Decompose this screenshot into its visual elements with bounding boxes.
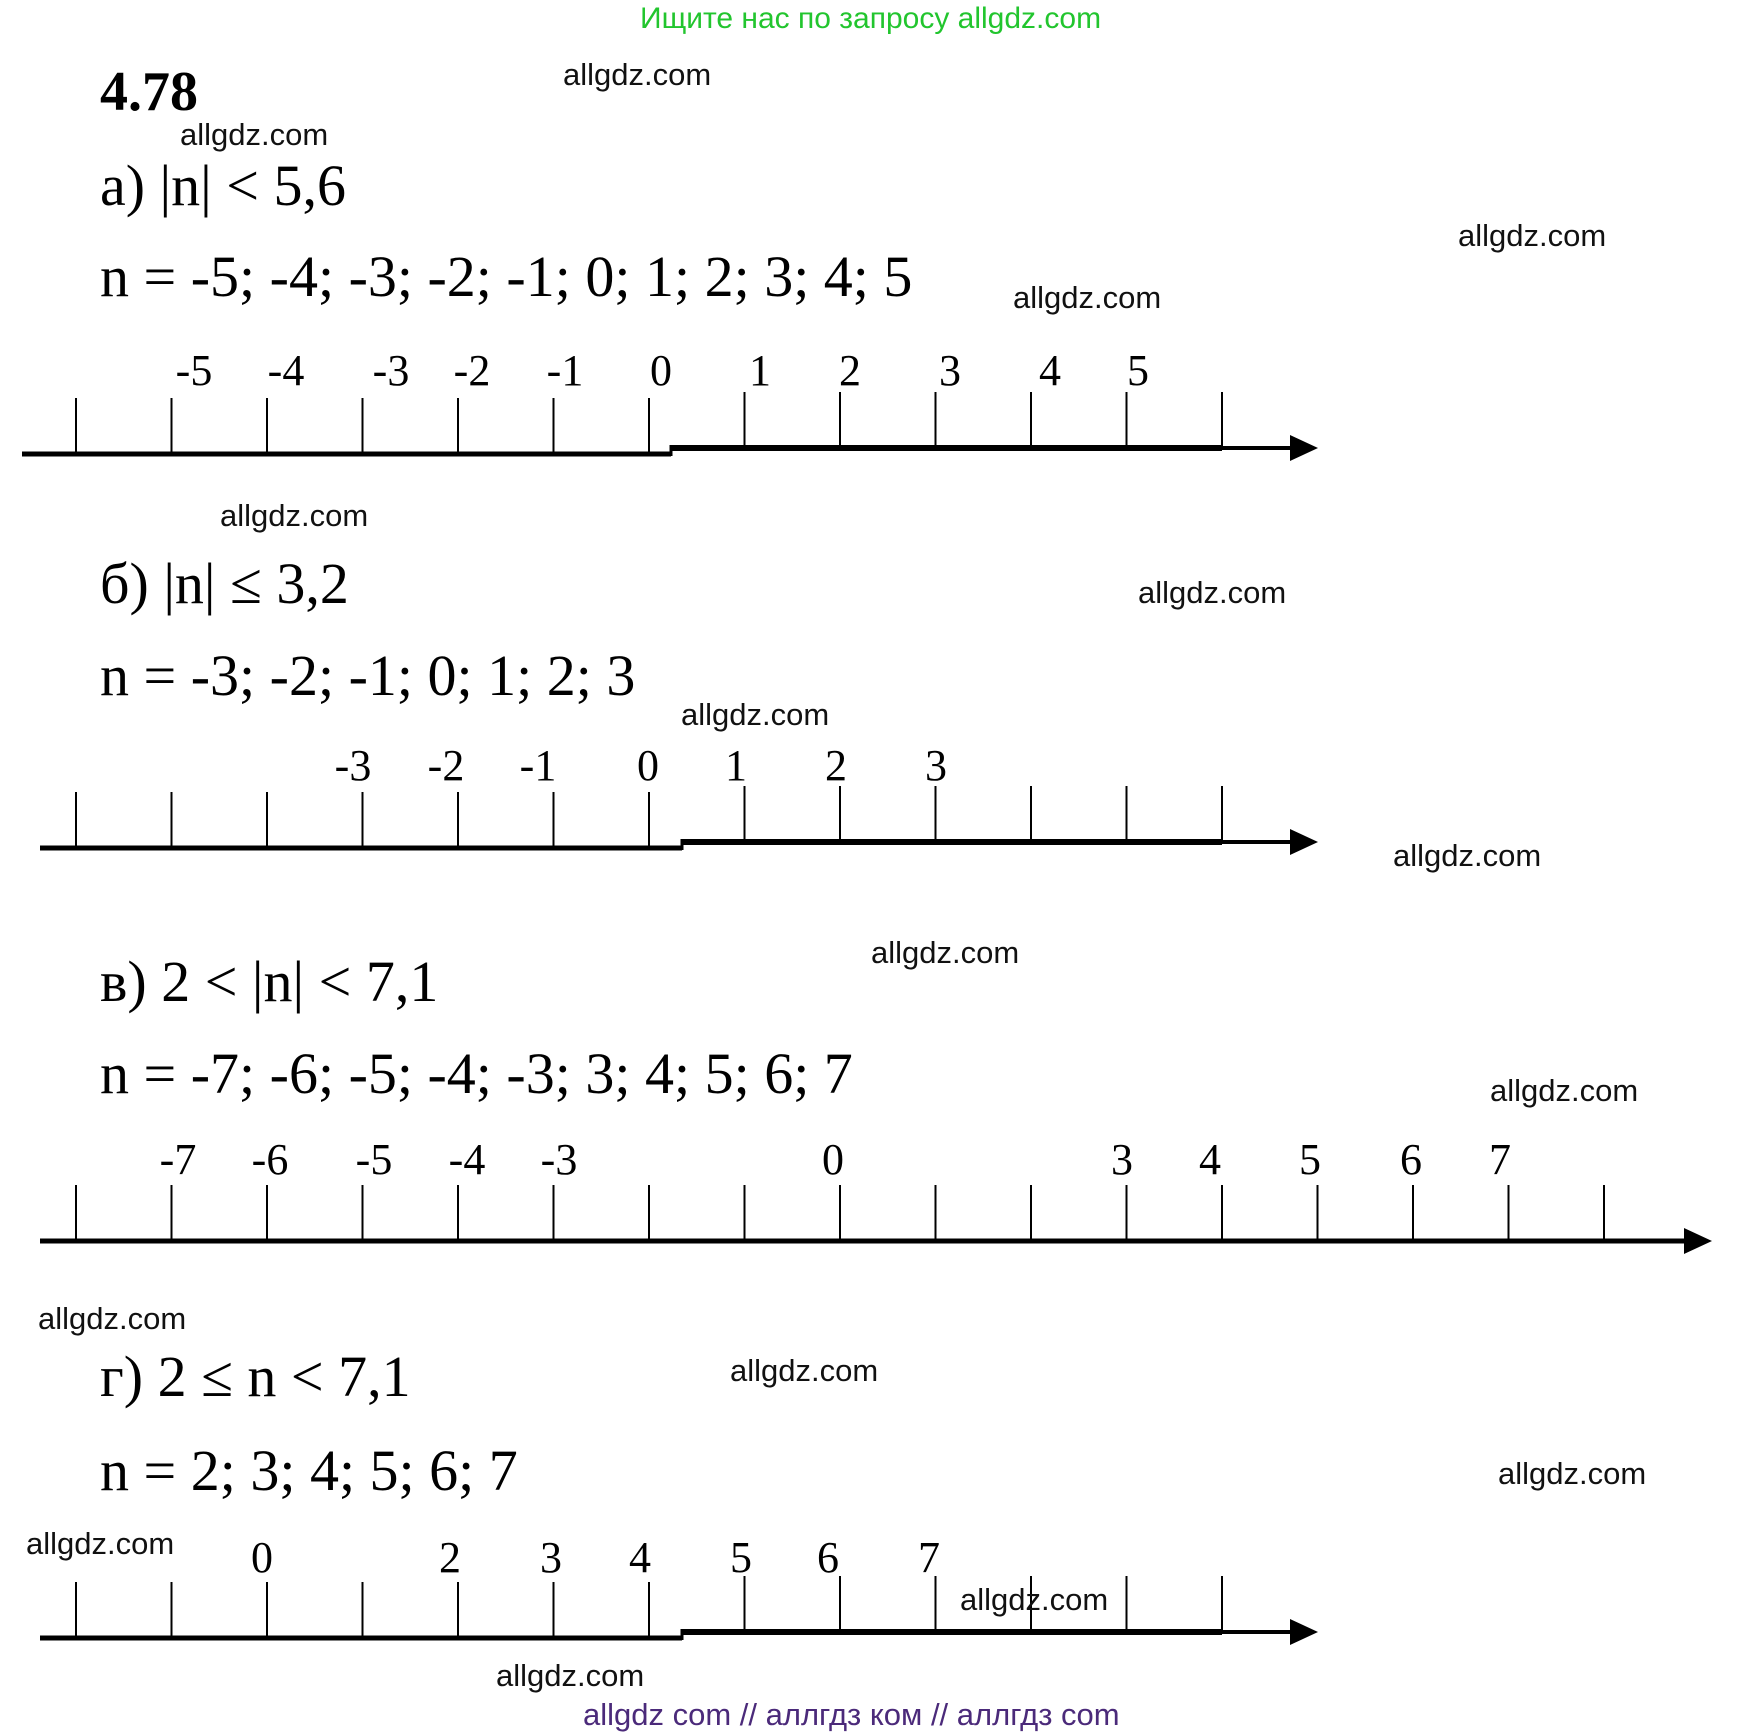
tick-label: 5: [1127, 346, 1149, 395]
tick-label: 3: [540, 1533, 562, 1582]
tick-label: 7: [1489, 1135, 1511, 1184]
tick-label: 0: [650, 346, 672, 395]
tick-label: -5: [175, 346, 213, 395]
part-b-solution: n = -3; -2; -1; 0; 1; 2; 3: [100, 643, 636, 708]
watermark: allgdz.com: [1490, 1073, 1639, 1108]
watermark: allgdz.com: [38, 1301, 187, 1336]
tick-label: -1: [546, 346, 584, 395]
tick-label: 4: [1199, 1135, 1221, 1184]
part-d-solution: n = 2; 3; 4; 5; 6; 7: [100, 1438, 518, 1503]
watermark: allgdz.com: [563, 57, 712, 92]
arrow-head: [1290, 435, 1318, 461]
watermark: allgdz.com: [871, 935, 1020, 970]
part-a-solution: n = -5; -4; -3; -2; -1; 0; 1; 2; 3; 4; 5: [100, 244, 913, 309]
watermark: allgdz.com: [681, 697, 830, 732]
watermark: allgdz.com: [220, 498, 369, 533]
tick-label: -6: [251, 1135, 289, 1184]
tick-label: 0: [251, 1533, 273, 1582]
part-d-condition: г) 2 ≤ n < 7,1: [100, 1344, 411, 1409]
part-c-condition: в) 2 < |n| < 7,1: [100, 949, 439, 1014]
tick-label: 3: [1111, 1135, 1133, 1184]
tick-label: 5: [1299, 1135, 1321, 1184]
tick-label: -3: [334, 741, 372, 790]
tick-label: -2: [427, 741, 465, 790]
watermark: allgdz.com: [1013, 280, 1162, 315]
part-a-condition: а) |n| < 5,6: [100, 153, 346, 218]
tick-label: 0: [822, 1135, 844, 1184]
watermark: allgdz.com: [730, 1353, 879, 1388]
tick-label: -3: [540, 1135, 578, 1184]
tick-label: 5: [730, 1533, 752, 1582]
watermark: allgdz.com: [960, 1582, 1109, 1617]
tick-label: 2: [825, 741, 847, 790]
tick-label: 4: [1039, 346, 1061, 395]
tick-label: -4: [267, 346, 305, 395]
tick-label: 6: [1400, 1135, 1422, 1184]
watermark: allgdz.com: [1498, 1456, 1647, 1491]
watermark: allgdz.com: [1393, 838, 1542, 873]
tick-label: -1: [519, 741, 557, 790]
tick-label: 6: [817, 1533, 839, 1582]
tick-label: 2: [439, 1533, 461, 1582]
tick-label: -2: [453, 346, 491, 395]
tick-label: -3: [372, 346, 410, 395]
arrow-head: [1684, 1228, 1712, 1254]
watermark: allgdz.com: [1138, 575, 1287, 610]
part-c-solution: n = -7; -6; -5; -4; -3; 3; 4; 5; 6; 7: [100, 1041, 853, 1106]
watermark: allgdz.com: [1458, 218, 1607, 253]
tick-label: 2: [839, 346, 861, 395]
tick-label: -4: [448, 1135, 486, 1184]
header-banner: Ищите нас по запросу allgdz.com: [640, 2, 1102, 35]
tick-label: -7: [159, 1135, 197, 1184]
tick-label: 0: [637, 741, 659, 790]
tick-label: 1: [749, 346, 771, 395]
arrow-head: [1290, 829, 1318, 855]
problem-number: 4.78: [100, 61, 198, 123]
tick-label: 3: [939, 346, 961, 395]
watermark: allgdz.com: [496, 1658, 645, 1693]
tick-label: 4: [629, 1533, 651, 1582]
tick-label: 1: [725, 741, 747, 790]
tick-label: -5: [355, 1135, 393, 1184]
arrow-head: [1290, 1619, 1318, 1645]
footer-banner: allgdz com // аллгдз ком // аллгдз com: [583, 1697, 1120, 1732]
watermark: allgdz.com: [26, 1526, 175, 1561]
tick-label: 3: [925, 741, 947, 790]
tick-label: 7: [918, 1533, 940, 1582]
part-b-condition: б) |n| ≤ 3,2: [100, 551, 349, 616]
watermark: allgdz.com: [180, 117, 329, 152]
